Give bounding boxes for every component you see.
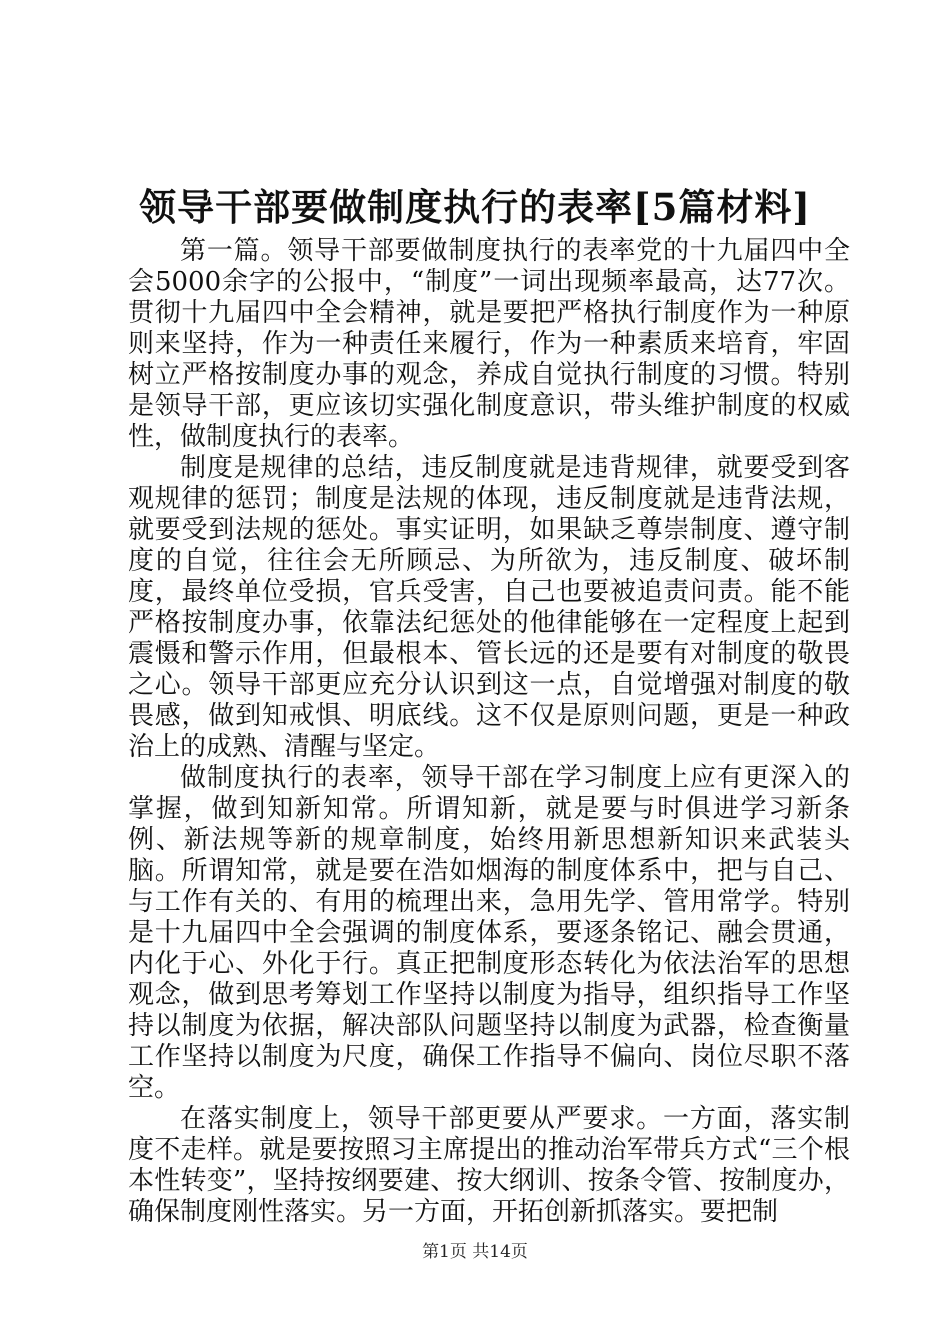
- page-number-footer: 第1页 共14页: [422, 1242, 528, 1262]
- document-body: [128, 236, 850, 1228]
- document-title: 领导干部要做制度执行的表率[5篇材料]: [139, 185, 811, 229]
- paragraph-1: 第一篇。领导干部要做制度执行的表率党的十九届四中全会5000余字的公报中，“制度”一词出现频率最高，达77次。贯彻十九届四中全会精神，就是要把严格执行制度作为一种原则来坚持，作为一种责任来履行，作为一种素质来培育，牢固树立严格按制度办事的观念，养成自觉执行制度的习惯。特别是领导干部，更应该切实强化制度意识，带头维护制度的权威性，做制度执行的表率。: [128, 236, 850, 452]
- paragraph-4: 在落实制度上，领导干部更要从严要求。一方面，落实制度不走样。就是要按照习主席提出的推动治军带兵方式“三个根本性转变”，坚持按纲要建、按大纲训、按条令管、按制度办，确保制度刚性落实。另一方面，开拓创新抓落实。要把制: [128, 1104, 850, 1227]
- paragraph-3: 做制度执行的表率，领导干部在学习制度上应有更深入的掌握，做到知新知常。所谓知新，就是要与时俱进学习新条例、新法规等新的规章制度，始终用新思想新知识来武装头脑。所谓知常，就是要在浩如烟海的制度体系中，把与自己、与工作有关的、有用的梳理出来，急用先学、管用常学。特别是十九届四中全会强调的制度体系，要逐条铭记、融会贯通，内化于心、外化于行。真正把制度形态转化为依法治军的思想观念，做到思考筹划工作坚持以制度为指导，组织指导工作坚持以制度为依据，解决部队问题坚持以制度为武器，检查衡量工作坚持以制度为尺度，确保工作指导不偏向、岗位尽职不落空。: [128, 763, 850, 1103]
- paragraph-2: 制度是规律的总结，违反制度就是违背规律，就要受到客观规律的惩罚；制度是法规的体现，违反制度就是违背法规，就要受到法规的惩处。事实证明，如果缺乏尊崇制度、遵守制度的自觉，往往会无所顾忌、为所欲为，违反制度、破坏制度，最终单位受损，官兵受害，自己也要被追责问责。能不能严格按制度办事，依靠法纪惩处的他律能够在一定程度上起到震慑和警示作用，但最根本、管长远的还是要有对制度的敬畏之心。领导干部更应充分认识到这一点，自觉增强对制度的敬畏感，做到知戒惧、明底线。这不仅是原则问题，更是一种政治上的成熟、清醒与坚定。: [128, 453, 850, 762]
